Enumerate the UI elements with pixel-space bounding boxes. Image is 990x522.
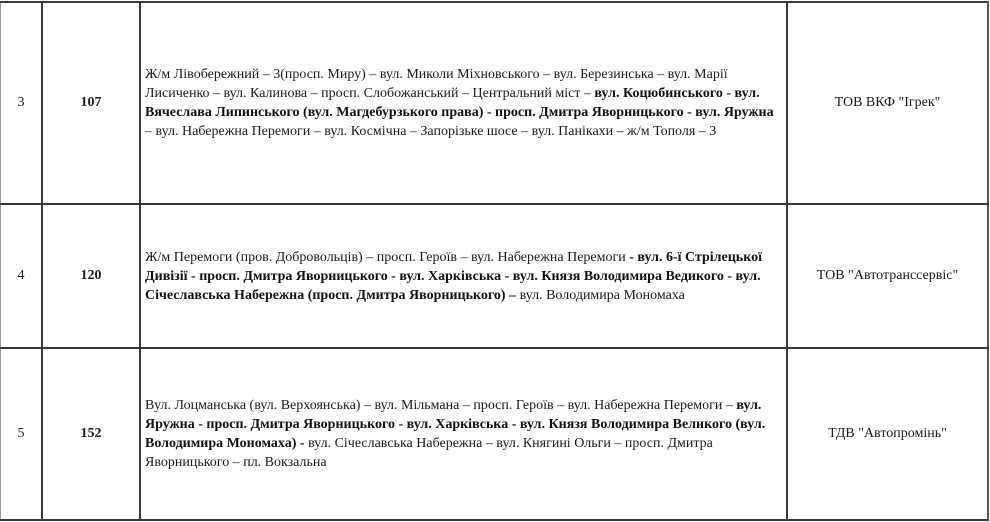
row-index: 4 <box>1 204 43 348</box>
route-path <box>140 348 787 520</box>
path-segment: вул. Січеславська Набережна – вул. Княгині Ольги – просп. Дмитра Яворницького – пл. Вокзальна <box>145 436 713 470</box>
path-segment: Ж/м Лівобережний – 3(просп. Миру) – вул. Миколи Міхновського – вул. Березинська – вул. Марії Лисиченко – вул. Калинова – просп. Слобожанський – Центральний міст – <box>145 67 728 101</box>
row-index: 3 <box>1 2 43 204</box>
route-number: 152 <box>42 348 140 520</box>
operator: ТОВ ВКФ "Ігрек" <box>787 2 988 204</box>
operator: ТДВ "Автопромінь" <box>787 348 988 520</box>
table-row <box>1 204 989 348</box>
route-number: 107 <box>42 2 140 204</box>
path-segment: – вул. Набережна Перемоги – вул. Космічна – Запорізьке шосе – вул. Панікахи – ж/м Тополя – 3 <box>145 124 717 139</box>
table-row <box>1 348 989 520</box>
path-segment: Ж/м Перемоги (пров. Добровольців) – просп. Героїв – вул. Набережна Перемоги <box>145 249 630 265</box>
path-segment-bold: вул. Яружна - просп. Дмитра Яворницького - вул. Харківська - вул. Князя Володимира Великого (вул. Володимира Мономаха) - <box>145 398 766 451</box>
operator: ТОВ "Автотранссервіс" <box>787 204 988 348</box>
path-segment-bold: - вул. 6-ї Стрілецької Дивізії - просп. Дмитра Яворницького - вул. Харківська - вул. Князя Володимира Ведикого - вул. Січеславська Набережна (просп. Дмитра Яворницького) – <box>145 249 762 303</box>
route-number: 120 <box>42 204 140 348</box>
row-index: 5 <box>1 348 43 520</box>
table-row <box>1 2 989 204</box>
route-path <box>140 2 787 204</box>
path-segment: Вул. Лоцманська (вул. Верхоянська) – вул. Мільмана – просп. Героїв – вул. Набережна Перемоги – <box>145 398 737 413</box>
routes-table <box>0 1 989 521</box>
route-path <box>140 204 787 348</box>
path-segment: вул. Володимира Мономаха <box>516 287 685 303</box>
path-segment-bold: вул. Коцюбинського - вул. Вячеслава Липинського (вул. Магдебурзького права) - просп. Дмитра Яворницького - вул. Яружна <box>145 86 774 120</box>
